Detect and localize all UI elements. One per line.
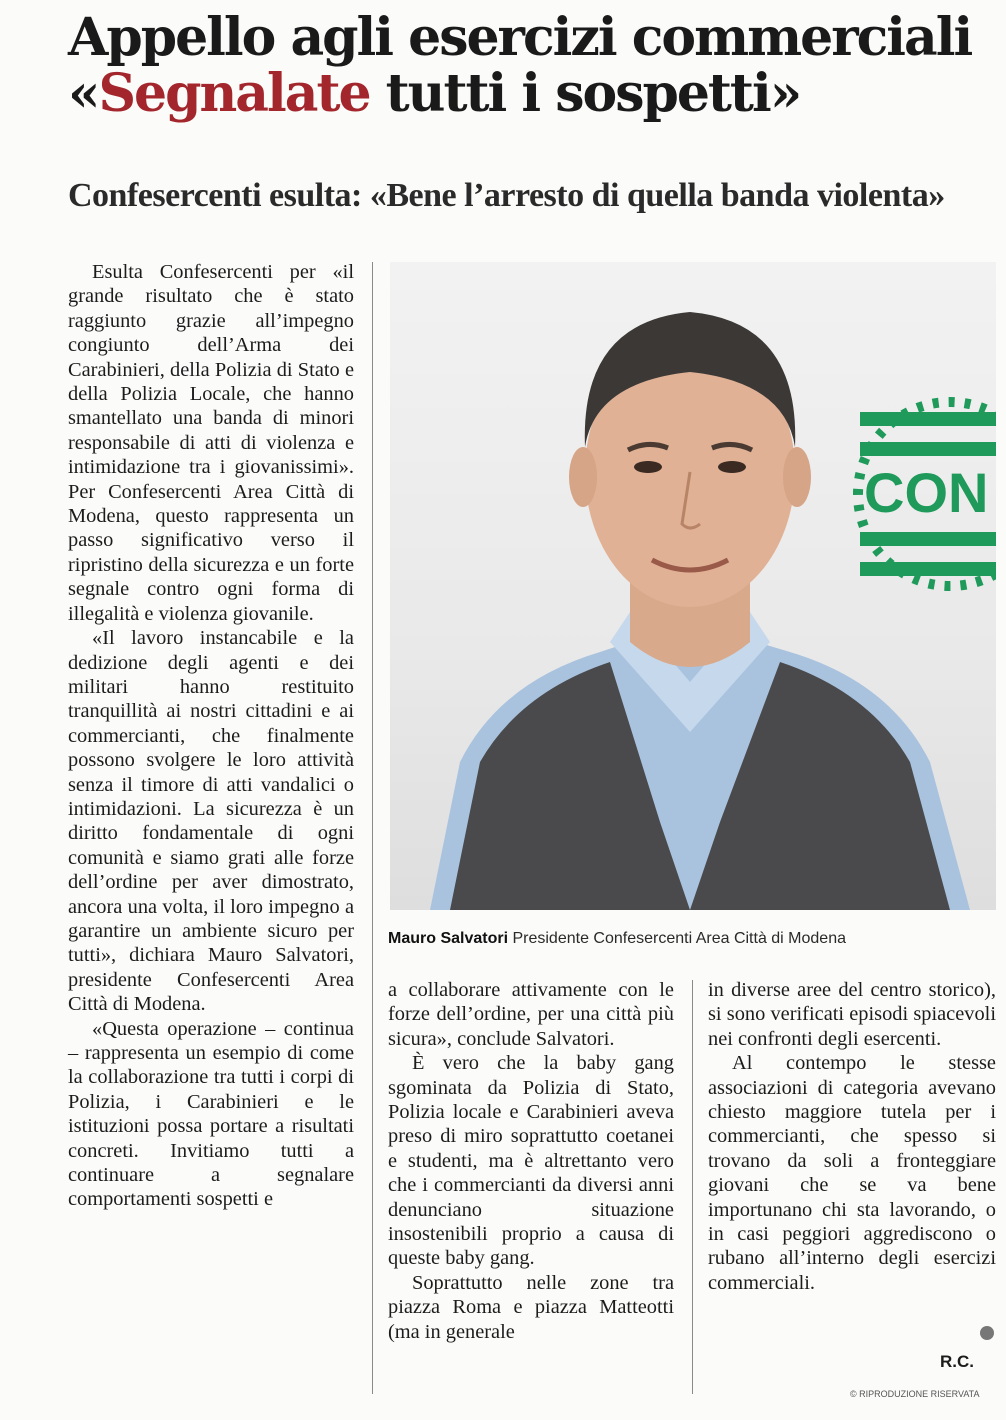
paragraph: Al contempo le stesse associazioni di categoria avevano chiesto maggiore tutela per i commercianti, che spesso si trovano da soli a fronteggiare giovani che se va bene importunano chi sta lavorando, o in casi peggiori aggrediscono o rubano all’interno degli esercizi commerciali. [708,1052,996,1294]
headline [68,7,998,124]
copyright-notice: © RIPRODUZIONE RISERVATA [850,1389,980,1399]
paragraph: Esulta Confesercenti per «il grande risultato che è stato raggiunto grazie all’impegno congiunto dell’Arma dei Carabinieri, della Polizia di Stato e della Polizia Locale, che hanno smantellato una banda di minori responsabile di atti di violenza e intimidazione tra i giovanissimi». Per Confesercenti Area Città di Modena, questo rappresenta un passo significativo verso il ripristino della sicurezza e un forte segnale contro ogni forma di illegalità e violenza giovanile. [68,261,354,625]
caption-name: Mauro Salvatori [388,930,509,947]
paragraph: «Questa operazione – continua – rappresenta un esempio di come la collaborazione tra tutti i corpi di Polizia, i Carabinieri e le istituzioni possa portare a risultati concreti. Invitiamo tutti a continuare a segnalare comportamenti sospetti e [68,1017,354,1211]
article-column-2 [388,978,674,1344]
column-divider [692,980,693,1394]
photo-caption [388,929,998,949]
author-signature: R.C. [940,1352,974,1371]
paragraph: a collaborare attivamente con le forze dell’ordine, per una città più sicura», conclude Salvatori. [388,979,674,1050]
headline-line-1: Appello agli esercizi commerciali [68,7,972,68]
headline-line-2 [68,63,800,124]
portrait-photo [390,262,996,910]
article-column-1 [68,260,354,1212]
subheadline: Confesercenti esulta: «Bene l’arresto di quella banda violenta» [68,177,945,214]
headline-quote-open: « [68,63,99,124]
headline-highlight: Segnalate [98,63,370,124]
paragraph: «Il lavoro instancabile e la dedizione degli agenti e dei militari hanno restituito tranquillità ai nostri cittadini e ai commercianti, che finalmente possono svolgere le loro attività senza il timore di atti vandalici o intimidazioni. La sicurezza è un diritto fondamentale di ogni comunità e siamo grati alle forze dell’ordine per aver dimostrato, ancora una volta, il loro impegno a garantire un ambiente sicuro per tutti», dichiara Mauro Salvatori, presidente Confesercenti Area Città di Modena. [68,627,354,1016]
column-divider [372,262,373,1394]
confesercenti-logo [858,402,996,586]
headline-line-2-rest: tutti i sospetti» [369,63,801,124]
logo-text: CON [864,461,989,524]
portrait-illustration [390,262,996,910]
paragraph: in diverse aree del centro storico), si sono verificati episodi spiacevoli nei confronti degli esercenti. [708,979,996,1050]
caption-role: Presidente Confesercenti Area Città di Modena [508,930,846,947]
article-column-3 [708,978,996,1295]
paragraph: È vero che la baby gang sgominata da Polizia di Stato, Polizia locale e Carabinieri aveva preso di miro soprattutto coetanei e studenti, ma è altrettanto vero che i commercianti da diversi anni denunciano situazione insostenibili proprio a causa di queste baby gang. [388,1052,674,1270]
end-mark-icon [980,1326,994,1340]
paragraph: Soprattutto nelle zone tra piazza Roma e piazza Matteotti (ma in generale [388,1271,674,1343]
